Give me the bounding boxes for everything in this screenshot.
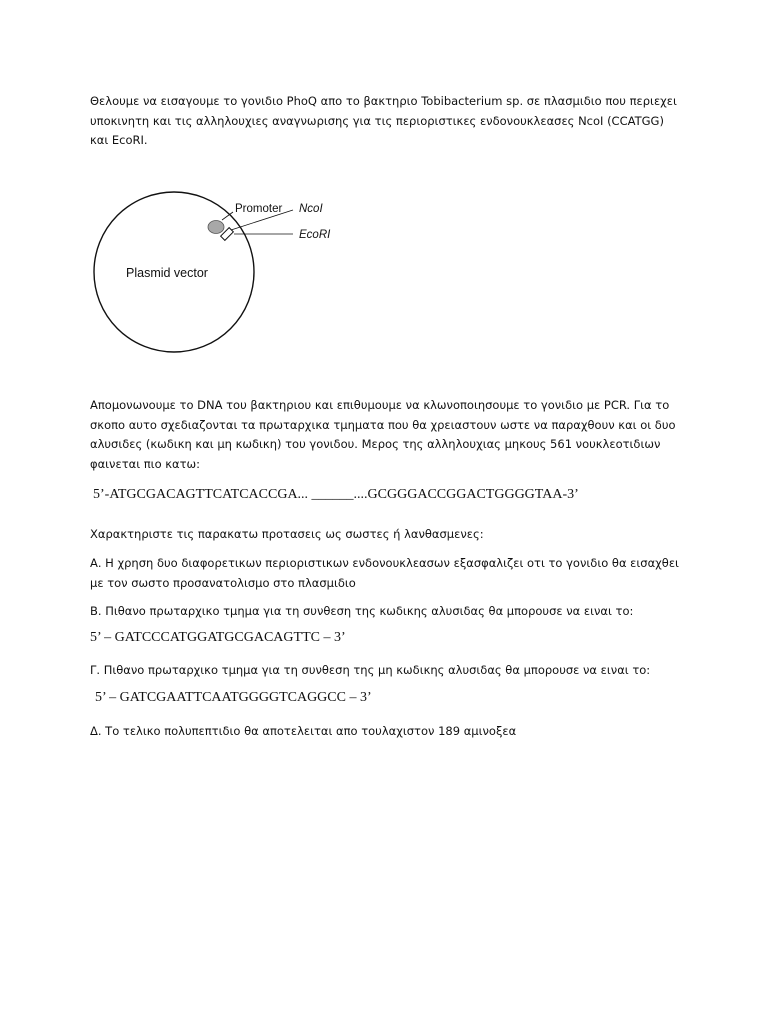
ncoi-label: NcoI <box>299 203 323 215</box>
statement-a: Α. Η χρηση δυο διαφορετικων περιοριστικων ενδονουκλεασων εξασφαλιζει οτι το γονιδιο θα εισαχθει με τον σωστο προσανατολισμο στο πλασμιδιο <box>90 556 679 590</box>
pcr-paragraph: Απομονωνουμε το DNA του βακτηριου και επιθυμουμε να κλωνοποιησουμε το γονιδιο με PCR. Για το σκοπο αυτο σχεδιαζονται τα πρωταρχικα τμηματα που θα χρειαστουν ωστε να παραχθουν και οι δυο αλυσιδες (κωδικη και μη κωδικη) του γονιδου. Μερος της αλληλουχιας μηκους 561 νουκλεοτιδιων φαινεται πιο κατω: <box>90 398 676 471</box>
intro-paragraph: Θελουμε να εισαγουμε το γονιδιο PhoQ απο το βακτηριο Tobibacterium sp. σε πλασμιδιο που περιεχει υποκινητη και τις αλληλουχιες αναγνωρισης για τις περιοριστικες ενδονουκλεασες NcoI (CCATGG) και EcoRI. <box>90 94 677 147</box>
question-prompt: Χαρακτηριστε τις παρακατω προτασεις ως σωστες ή λανθασμενες: <box>90 527 484 541</box>
statement-b: Β. Πιθανο πρωταρχικο τμημα για τη συνθεση της κωδικης αλυσιδας θα μπορουσε να ειναι το: <box>90 604 634 618</box>
statement-c: Γ. Πιθανο πρωταρχικο τμημα για τη συνθεση της μη κωδικης αλυσιδας θα μπορουσε να ειναι το: <box>90 663 651 677</box>
primer-c-sequence: 5’ – GATCGAATTCAATGGGGTCAGGCC – 3’ <box>95 690 372 705</box>
plasmid-diagram <box>85 188 355 388</box>
primer-b-sequence: 5’ – GATCCCATGGATGCGACAGTTC – 3’ <box>90 630 346 645</box>
statement-d: Δ. Το τελικο πολυπεπτιδιο θα αποτελειται απο τουλαχιστον 189 αμινοξεα <box>90 724 517 738</box>
gene-sequence: 5’-ATGCGACAGTTCATCACCGA... ______....GCGGGACCGGACTGGGGTAA-3’ <box>93 487 579 502</box>
promoter-label: Promoter <box>235 203 283 215</box>
promoter-region <box>208 221 224 234</box>
plasmid-vector-label: Plasmid vector <box>126 266 208 280</box>
plasmid-diagram-svg <box>85 188 355 388</box>
ecori-label: EcoRI <box>299 229 331 241</box>
